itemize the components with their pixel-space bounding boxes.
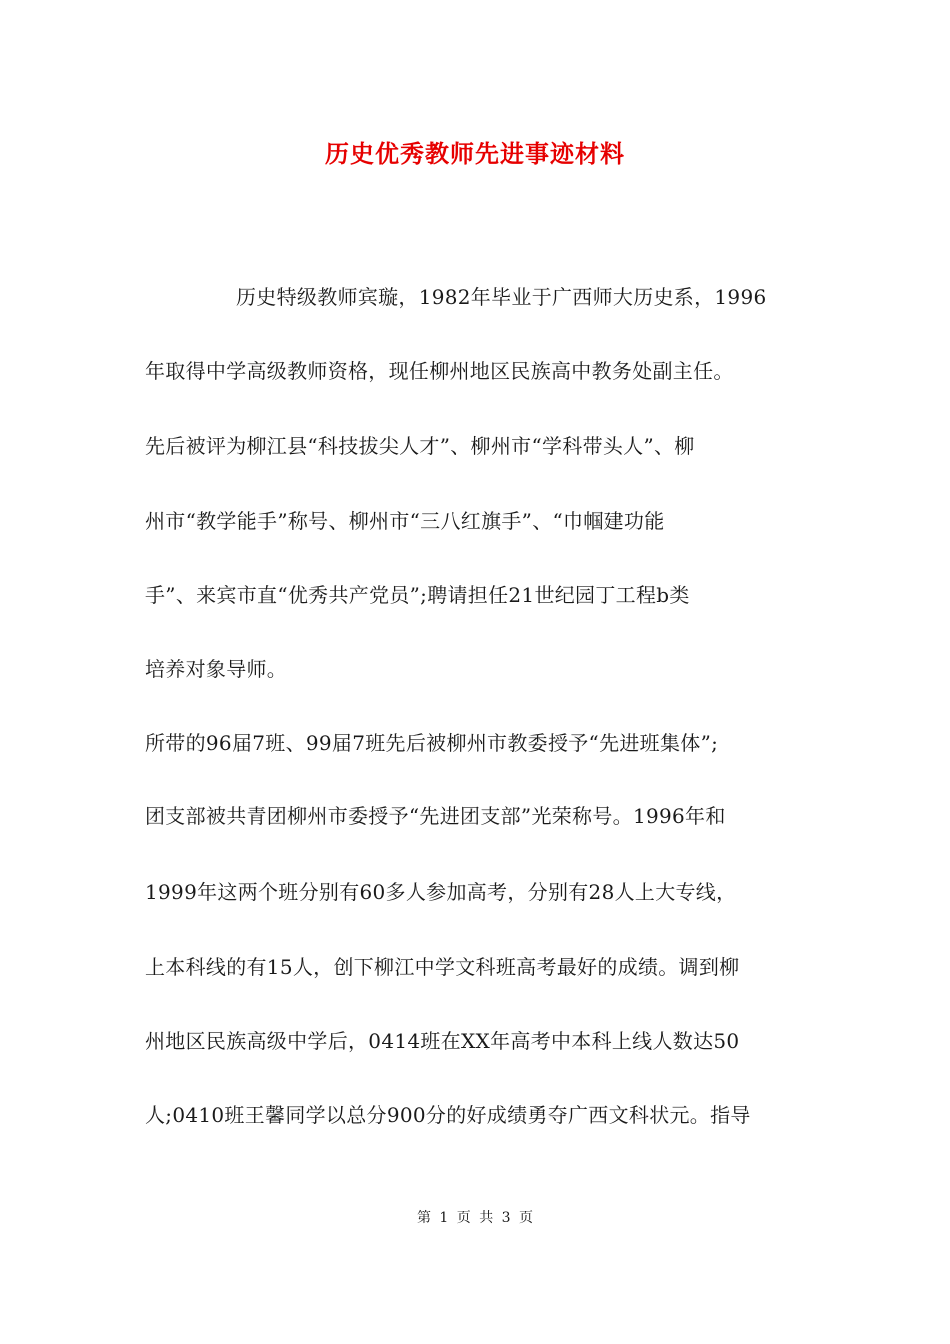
paragraph-line-7: 所带的96届7班、99届7班先后被柳州市教委授予“先进班集体”;	[145, 731, 719, 755]
paragraph-line-10: 上本科线的有15人，创下柳江中学文科班高考最好的成绩。调到柳	[145, 955, 740, 979]
paragraph-line-1: 历史特级教师宾璇，1982年毕业于广西师大历史系，1996	[236, 285, 767, 309]
page-number-footer: 第 1 页 共 3 页	[416, 1210, 534, 1226]
document-title: 历史优秀教师先进事迹材料	[325, 139, 625, 168]
paragraph-line-5: 手”、来宾市直“优秀共产党员”;聘请担任21世纪园丁工程b类	[145, 583, 690, 607]
paragraph-line-12: 人;0410班王馨同学以总分900分的好成绩勇夺广西文科状元。指导	[145, 1103, 751, 1127]
paragraph-line-2: 年取得中学高级教师资格，现任柳州地区民族高中教务处副主任。	[145, 359, 734, 383]
paragraph-line-3: 先后被评为柳江县“科技拔尖人才”、柳州市“学科带头人”、柳	[145, 434, 695, 458]
paragraph-line-8: 团支部被共青团柳州市委授予“先进团支部”光荣称号。1996年和	[145, 804, 726, 828]
paragraph-line-11: 州地区民族高级中学后，0414班在XX年高考中本科上线人数达50	[145, 1029, 740, 1053]
paragraph-line-4: 州市“教学能手”称号、柳州市“三八红旗手”、“巾帼建功能	[145, 509, 665, 533]
paragraph-line-6: 培养对象导师。	[145, 657, 288, 681]
paragraph-line-9: 1999年这两个班分别有60多人参加高考，分别有28人上大专线，	[145, 880, 737, 904]
